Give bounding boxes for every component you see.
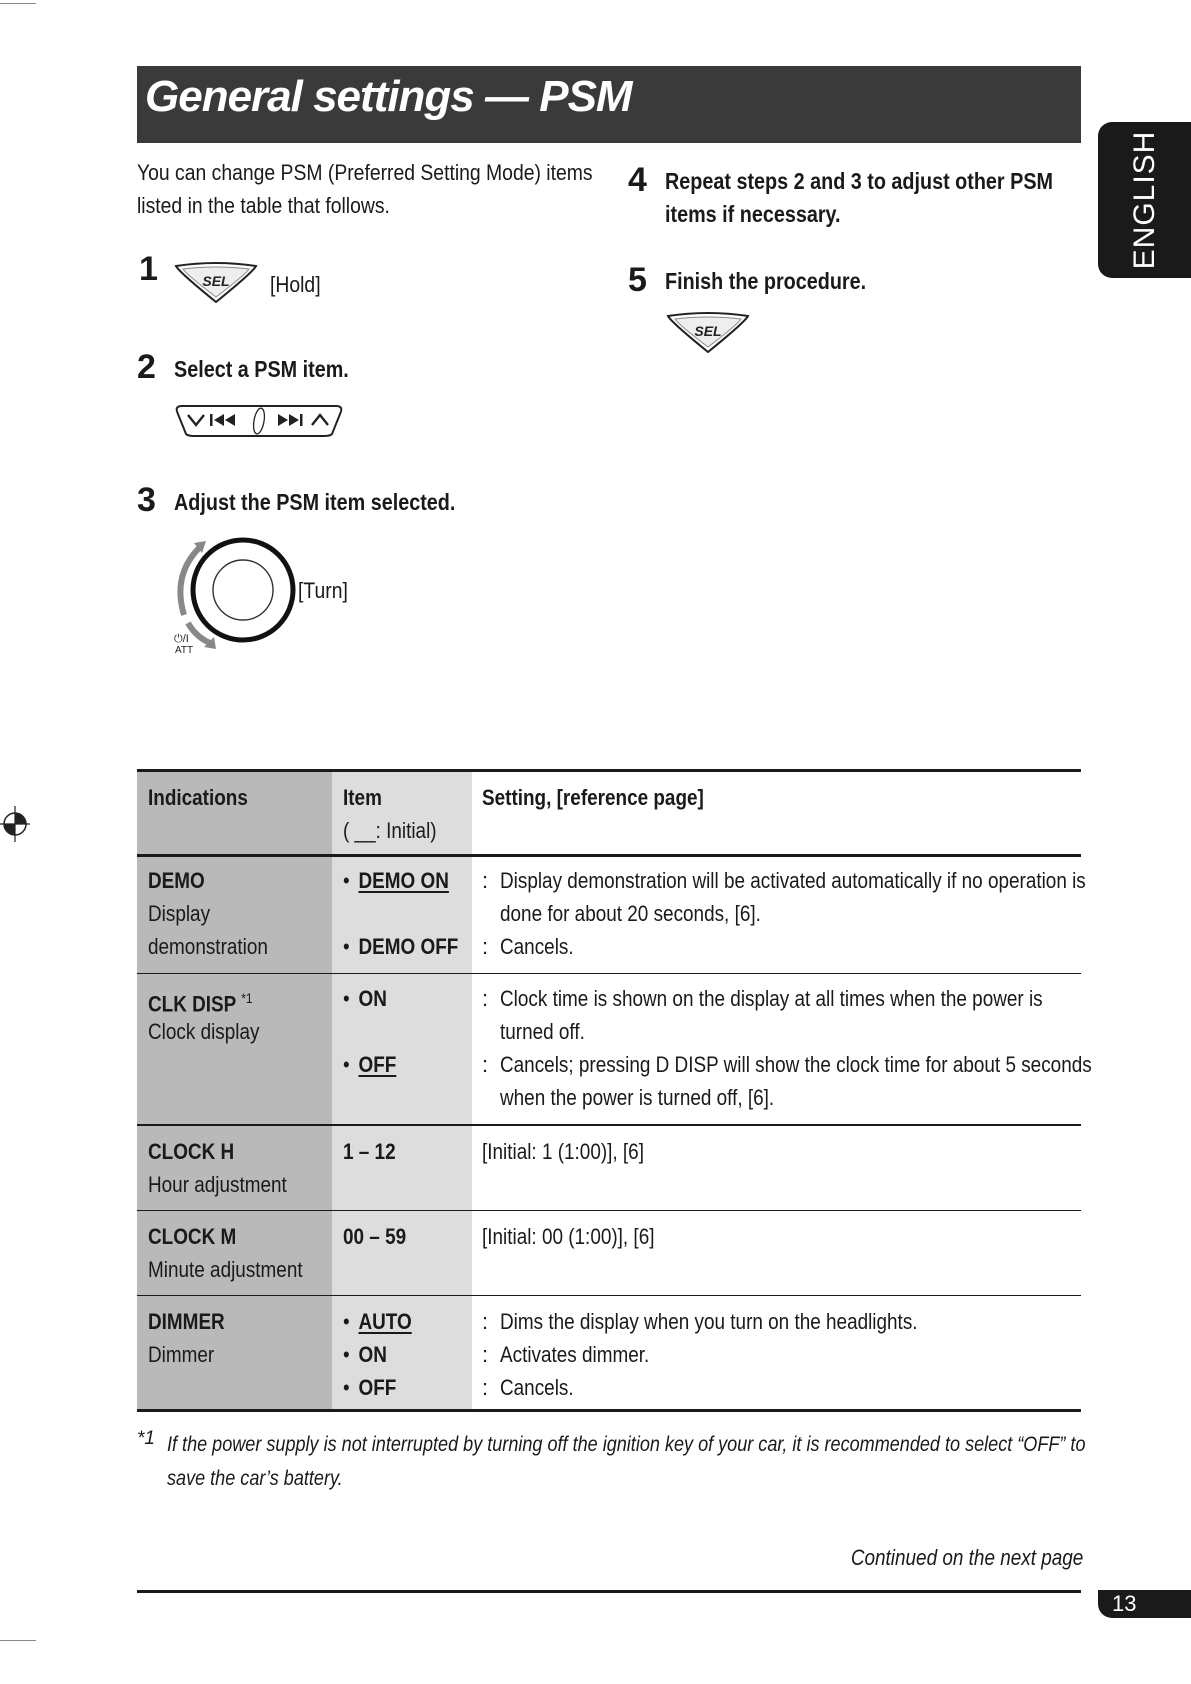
colon: :: [482, 1375, 489, 1400]
row-clockh-setting: [Initial: 1 (1:00)], [6]: [482, 1139, 644, 1164]
colon: :: [482, 1342, 489, 1367]
row-clockm-setting: [Initial: 00 (1:00)], [6]: [482, 1224, 655, 1249]
bottom-rule: [137, 1590, 1081, 1593]
step-4-number: 4: [628, 161, 647, 199]
skip-buttons-icon: [174, 404, 344, 438]
att-label: ATT: [175, 645, 194, 656]
step-5-text: Finish the procedure.: [665, 268, 867, 294]
row-clkdisp-code: CLK DISP $^{*1}$: [148, 990, 253, 1017]
table-rule-row-4: [137, 1295, 1081, 1296]
sel-button-icon-2: [665, 312, 751, 356]
table-rule-bottom: [137, 1409, 1081, 1412]
sel-button-label: SEL: [202, 273, 230, 289]
sel-button-label-2: SEL: [694, 323, 722, 339]
table-rule-header: [137, 854, 1081, 857]
step-4-line-2: items if necessary.: [665, 201, 841, 227]
header-item: Item: [343, 785, 382, 810]
colon: :: [482, 1052, 489, 1077]
step-2-number: 2: [137, 348, 156, 386]
header-item-sub: ( __: Initial): [343, 818, 437, 843]
table-rule-row-1: [137, 973, 1081, 974]
crop-mark-bottom: [0, 1640, 36, 1641]
row-dimmer-code: DIMMER: [148, 1309, 225, 1334]
volume-knob-icon: [170, 535, 300, 655]
table-rule-row-3: [137, 1210, 1081, 1211]
step-3-number: 3: [137, 481, 156, 519]
step-4-line-1: Repeat steps 2 and 3 to adjust other PSM: [665, 168, 1053, 194]
row-dimmer-setting-1: Dims the display when you turn on the headlights.: [500, 1309, 918, 1334]
row-clkdisp-setting-1a: Clock time is shown on the display at all times when the power is: [500, 986, 1043, 1011]
step-1-number: 1: [139, 250, 158, 288]
row-clkdisp-item-2: • OFF: [343, 1052, 397, 1077]
footnote-ref: *1: [241, 990, 253, 1006]
row-demo-desc-2: demonstration: [148, 934, 268, 959]
step-2-text: Select a PSM item.: [174, 356, 349, 382]
row-clockm-code: CLOCK M: [148, 1224, 237, 1249]
row-clockm-range: 00 – 59: [343, 1224, 407, 1249]
row-demo-code: DEMO: [148, 868, 205, 893]
footnote-line-2: save the car’s battery.: [167, 1467, 343, 1490]
title-bar: [137, 66, 1081, 143]
header-setting: Setting, [reference page]: [482, 785, 704, 810]
row-demo-item-1: • DEMO ON: [343, 868, 449, 893]
intro-line-1: You can change PSM (Preferred Setting Mode) items: [137, 160, 593, 185]
footnote-line-1: If the power supply is not interrupted by turning off the ignition key of your car, it is recommended to select “OFF” to: [167, 1433, 1086, 1456]
language-label: ENGLISH: [1127, 130, 1161, 270]
intro-line-2: listed in the table that follows.: [137, 193, 390, 218]
row-dimmer-setting-3: Cancels.: [500, 1375, 574, 1400]
step-1-hint: [Hold]: [270, 272, 321, 297]
colon: :: [482, 868, 489, 893]
row-dimmer-item-3: • OFF: [343, 1375, 397, 1400]
step-3-hint: [Turn]: [298, 578, 348, 603]
row-dimmer-setting-2: Activates dimmer.: [500, 1342, 650, 1367]
row-clkdisp-setting-2a: Cancels; pressing D DISP will show the clock time for about 5 seconds: [500, 1052, 1092, 1077]
table-rule-top: [137, 769, 1081, 772]
power-att-label: ⏻/I: [174, 633, 189, 645]
sel-button-icon: [173, 262, 259, 306]
row-dimmer-item-2: • ON: [343, 1342, 387, 1367]
header-indications: Indications: [148, 785, 248, 810]
step-5-number: 5: [628, 261, 647, 299]
row-clkdisp-desc: Clock display: [148, 1019, 260, 1044]
page-number-tab: [1098, 1590, 1191, 1618]
row-demo-item-2: • DEMO OFF: [343, 934, 459, 959]
footnote-text: [167, 1428, 1085, 1496]
row-demo-setting-1a: Display demonstration will be activated automatically if no operation is: [500, 868, 1086, 893]
row-clockh-desc: Hour adjustment: [148, 1172, 287, 1197]
colon: :: [482, 1309, 489, 1334]
row-demo-setting-1b: done for about 20 seconds, [6].: [500, 901, 761, 926]
page-title: General settings — PSM: [145, 72, 632, 121]
colon: :: [482, 934, 489, 959]
row-clkdisp-setting-1b: turned off.: [500, 1019, 585, 1044]
colon: :: [482, 986, 489, 1011]
table-rule-row-2: [137, 1124, 1081, 1126]
row-clkdisp-item-1: • ON: [343, 986, 387, 1011]
continued-note: Continued on the next page: [850, 1545, 1083, 1570]
page-number: 13: [1112, 1591, 1137, 1616]
registration-mark-icon: [0, 806, 30, 842]
row-clockh-code: CLOCK H: [148, 1139, 235, 1164]
row-dimmer-item-1: • AUTO: [343, 1309, 412, 1334]
row-demo-setting-2: Cancels.: [500, 934, 574, 959]
footnote-mark: *1: [137, 1428, 155, 1449]
step-3-text: Adjust the PSM item selected.: [174, 489, 456, 515]
crop-mark-top: [0, 3, 36, 4]
row-clkdisp-setting-2b: when the power is turned off, [6].: [500, 1085, 775, 1110]
row-clockm-desc: Minute adjustment: [148, 1257, 303, 1282]
row-clockh-range: 1 – 12: [343, 1139, 396, 1164]
row-demo-desc-1: Display: [148, 901, 211, 926]
language-tab: [1098, 122, 1191, 278]
row-dimmer-desc: Dimmer: [148, 1342, 215, 1367]
